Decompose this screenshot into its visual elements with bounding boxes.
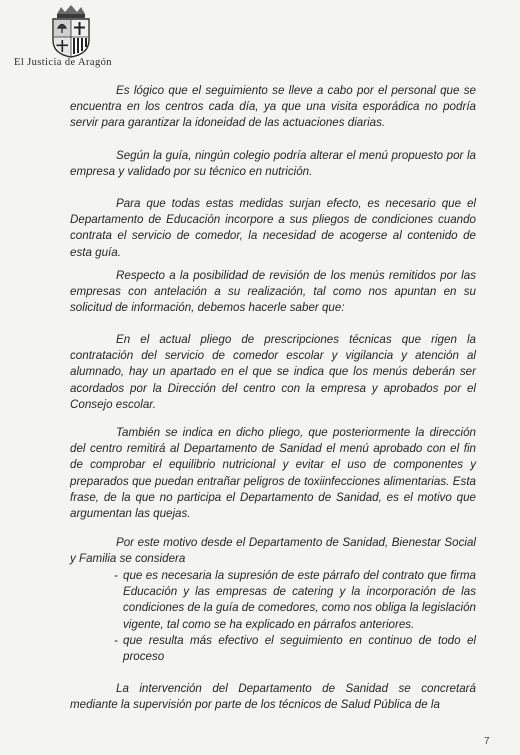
list-item-text: que es necesaria la supresión de este párrafo del contrato que firma Educación y las empresas de catering y la incorporación de las condiciones de la guía de comedores, como nos obliga la legislación vigente, tal como se ha explicado en párrafos anteriores. <box>123 569 476 631</box>
paragraph-6: También se indica en dicho pliego, que posteriormente la dirección del centro remitirá al Departamento de Sanidad el menú aprobado con el fin de comprobar el equilibrio nutricional y evitar el uso de componentes y preparados que puedan entrañar peligros de toxiinfecciones alimentarias. Esta frase, de la que no participa el Departamento de Sanidad, es el motivo que argumentan las quejas. <box>70 426 476 521</box>
paragraph-2: Según la guía, ningún colegio podría alterar el menú propuesto por la empresa y validado por su técnico en nutrición. <box>70 149 476 179</box>
list-item <box>114 633 476 665</box>
paragraph-3: Para que todas estas medidas surjan efecto, es necesario que el Departamento de Educación incorpore a sus pliegos de condiciones cuando contrata el servicio de comedor, la necesidad de acogerse al contenido de esta guía. <box>70 197 476 259</box>
page-number: 7 <box>484 736 490 747</box>
paragraph-1: Es lógico que el seguimiento se lleve a cabo por el personal que se encuentra en los centros cada día, ya que una visita esporádica no podría servir para garantizar la idoneidad de las actuaciones diarias. <box>70 84 476 130</box>
coat-of-arms-logo <box>43 4 99 58</box>
list-marker: - <box>114 569 118 582</box>
list-marker: - <box>114 633 118 647</box>
paragraph-5: En el actual pliego de prescripciones técnicas que rigen la contratación del servicio de comedor escolar y vigilancia y atención al alumnado, hay un apartado en el que se indica que los menús deberán ser acordados por la Dirección del centro con la empresa y aprobados por el Consejo escolar. <box>70 333 476 411</box>
paragraph-8: La intervención del Departamento de Sanidad se concretará mediante la supervisión por parte de los técnicos de Salud Pública de la <box>70 682 476 712</box>
paragraph-4: Respecto a la posibilidad de revisión de los menús remitidos por las empresas con antelación a su realización, tal como nos apuntan en su solicitud de información, debemos hacerle saber que: <box>70 269 476 315</box>
paragraph-7: Por este motivo desde el Departamento de Sanidad, Bienestar Social y Familia se considera <box>70 536 476 566</box>
list-item <box>114 568 476 633</box>
considerations-list <box>114 568 476 665</box>
list-item-text: que resulta más efectivo el seguimiento en continuo de todo el proceso <box>123 633 476 664</box>
organization-name: El Justicia de Aragón <box>14 57 112 68</box>
